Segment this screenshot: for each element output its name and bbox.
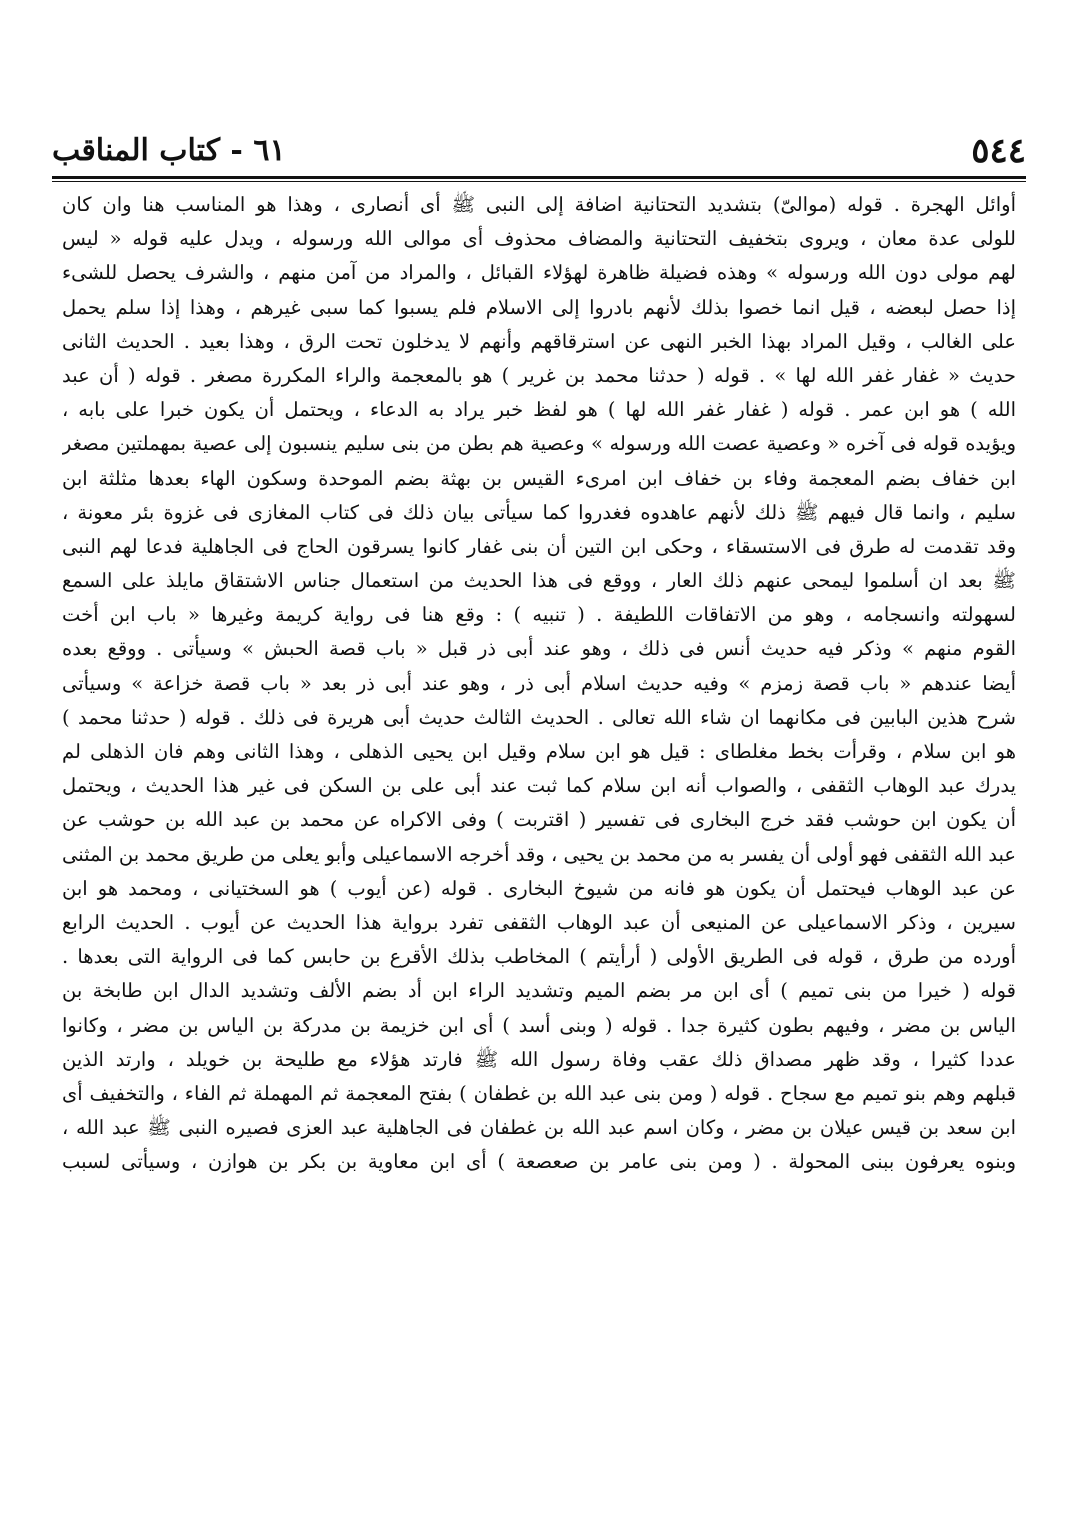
text-line: القوم منهم » وذكر فيه حديث أنس فى ذلك ، وهو عند أبى ذر قبل « باب قصة الحبش » وسيأتى . ووقع بعده [62, 637, 1016, 661]
text-line: وبنوه يعرفون ببنى المحولة . ( ومن بنى عامر بن صعصعة ) أى ابن معاوية بن بكر بن هوازن ، وسيأتى لسبب [62, 1150, 1016, 1174]
text-line: على الغالب ، وقيل المراد بهذا الخبر النهى عن استرقاقهم وأنهم لا يدخلون تحت الرق ، وهذا بعيد . الحديث الثانى [62, 329, 1016, 353]
body-text [62, 188, 1016, 1179]
text-line: الله ) هو ابن عمر . قوله ( غفار غفر الله لها ) هو لفظ خبر يراد به الدعاء ، ويحتمل أن يكون خبرا على بابه ، [62, 398, 1016, 422]
text-line: ابن خفاف بضم المعجمة وفاء بن خفاف ابن امرىء القيس بن بهثة بضم الموحدة وسكون الهاء بعدها مثلثة ابن [62, 466, 1016, 490]
text-line: عددا كثيرا ، وقد ظهر مصداق ذلك عقب وفاة رسول الله ﷺ فارتد هؤلاء مع طليحة بن خويلد ، وارتد الذين [62, 1047, 1016, 1071]
text-line: حديث « غفار غفر الله لها » . قوله ( حدثنا محمد بن غرير ) هو بالمعجمة والراء المكررة مصغر . قوله ( أن عبد [62, 363, 1016, 387]
text-line: يدرك عبد الوهاب الثقفى ، والصواب أنه ابن سلام كما ثبت عند أبى على بن السكن فى غير هذا الحديث ، ويحتمل [62, 774, 1016, 798]
text-line: قبلهم وهم بنو تميم مع سجاح . قوله ( ومن بنى عبد الله بن غطفان ) بفتح المعجمة ثم المهملة ثم الفاء ، والتخفيف أى [62, 1081, 1016, 1105]
text-line: أن يكون ابن حوشب فقد خرج البخارى فى تفسير ( اقتربت ) وفى الاكراه عن محمد بن عبد الله بن حوشب عن [62, 808, 1016, 832]
text-line: هو ابن سلام ، وقرأت بخط مغلطاى : قيل هو ابن سلام وقيل ابن يحيى الذهلى ، وهذا الثانى وهم فان الذهلى لم [62, 740, 1016, 763]
text-line: لهم مولى دون الله ورسوله » وهذه فضيلة ظاهرة لهؤلاء القبائل ، والمراد من آمن منهم ، والشرف يحصل للشىء [62, 261, 1016, 285]
text-line: أيضا عندهم « باب قصة زمزم » وفيه حديث اسلام أبى ذر ، وهو عند أبى ذر بعد « باب قصة خزاعة » وسيأتى [62, 671, 1016, 695]
text-line: سليم ، وانما قال فيهم ﷺ ذلك لأنهم عاهدوه فغدروا كما سيأتى بيان ذلك فى كتاب المغازى فى غزوة بئر معونة ، [62, 500, 1016, 524]
text-line: عن عبد الوهاب فيحتمل أن يكون هو فانه من شيوخ البخارى . قوله (عن أيوب ) هو السختيانى ، ومحمد هو ابن [62, 876, 1016, 900]
page-number: ٥٤٤ [971, 131, 1026, 171]
text-line: للولى عدة معان ، ويروى بتخفيف التحتانية والمضاف محذوف أى موالى الله ورسوله ، ويدل عليه قوله « ليس [62, 227, 1016, 251]
text-line: ويؤيده قوله فى آخره « وعصية عصت الله ورسوله » وعصية هم بطن من بنى سليم ينسبون إلى عصية بمهملتين مصغر [62, 432, 1016, 456]
text-line: أورده من طرق ، قوله فى الطريق الأولى ( أرأيتم ) المخاطب بذلك الأقرع بن حابس كما فى الرواية التى بعدها . [62, 945, 1016, 969]
header-rule-thick [52, 176, 1026, 179]
page-header [52, 128, 1026, 174]
text-line: الياس بن مضر ، وفيهم بطون كثيرة جدا . قوله ( وبنى أسد ) أى ابن خزيمة بن مدركة بن الياس بن مضر ، وكانوا [62, 1013, 1016, 1037]
text-line: ابن سعد بن قيس عيلان بن مضر ، وكان اسم عبد الله بن غطفان فى الجاهلية عبد العزى فصيره النبى ﷺ عبد الله ، [62, 1116, 1016, 1140]
text-line: لسهولته وانسجامه ، وهو من الاتفاقات اللطيفة . ( تنبيه ) : وقع هنا فى رواية كريمة وغيرها « باب ابن أخت [62, 603, 1016, 627]
text-line: وقد تقدمت له طرق فى الاستسقاء ، وحكى ابن التين أن بنى غفار كانوا يسرقون الحاج فى الجاهلية فدعا لهم النبى [62, 534, 1016, 558]
text-line: أوائل الهجرة . قوله (موالىّ) بتشديد التحتانية اضافة إلى النبى ﷺ أى أنصارى ، وهذا هو المناسب هنا وان كان [62, 193, 1016, 216]
text-line: سيرين ، وذكر الاسماعيلى عن المنيعى أن عبد الوهاب الثقفى تفرد برواية هذا الحديث عن أيوب . الحديث الرابع [62, 910, 1016, 934]
text-line: إذا حصل لبعضه ، قيل انما خصوا بذلك لأنهم بادروا إلى الاسلام فلم يسبوا كما سبى غيرهم ، وهذا إذا سلم يحمل [62, 295, 1016, 319]
text-line: شرح هذين البابين فى مكانهما ان شاء الله تعالى . الحديث الثالث حديث أبى هريرة فى ذلك . قوله ( حدثنا محمد ) [62, 705, 1016, 729]
header-rule-thin [52, 181, 1026, 182]
text-line: عبد الله الثقفى فهو أولى أن يفسر به من محمد بن يحيى ، وقد أخرجه الاسماعيلى وأبو يعلى من طريق محمد بن المثنى [62, 842, 1016, 866]
section-title: ٦١ - كتاب المناقب [52, 133, 286, 168]
text-line: ﷺ بعد ان أسلموا ليمحى عنهم ذلك العار ، ووقع فى هذا الحديث من استعمال جناس الاشتقاق مايلذ على السمع [62, 569, 1016, 593]
text-line: قوله ( خيرا من بنى تميم ) أى ابن مر بضم الميم وتشديد الراء ابن أد بضم الألف وتشديد الدال ابن طابخة بن [62, 979, 1016, 1003]
